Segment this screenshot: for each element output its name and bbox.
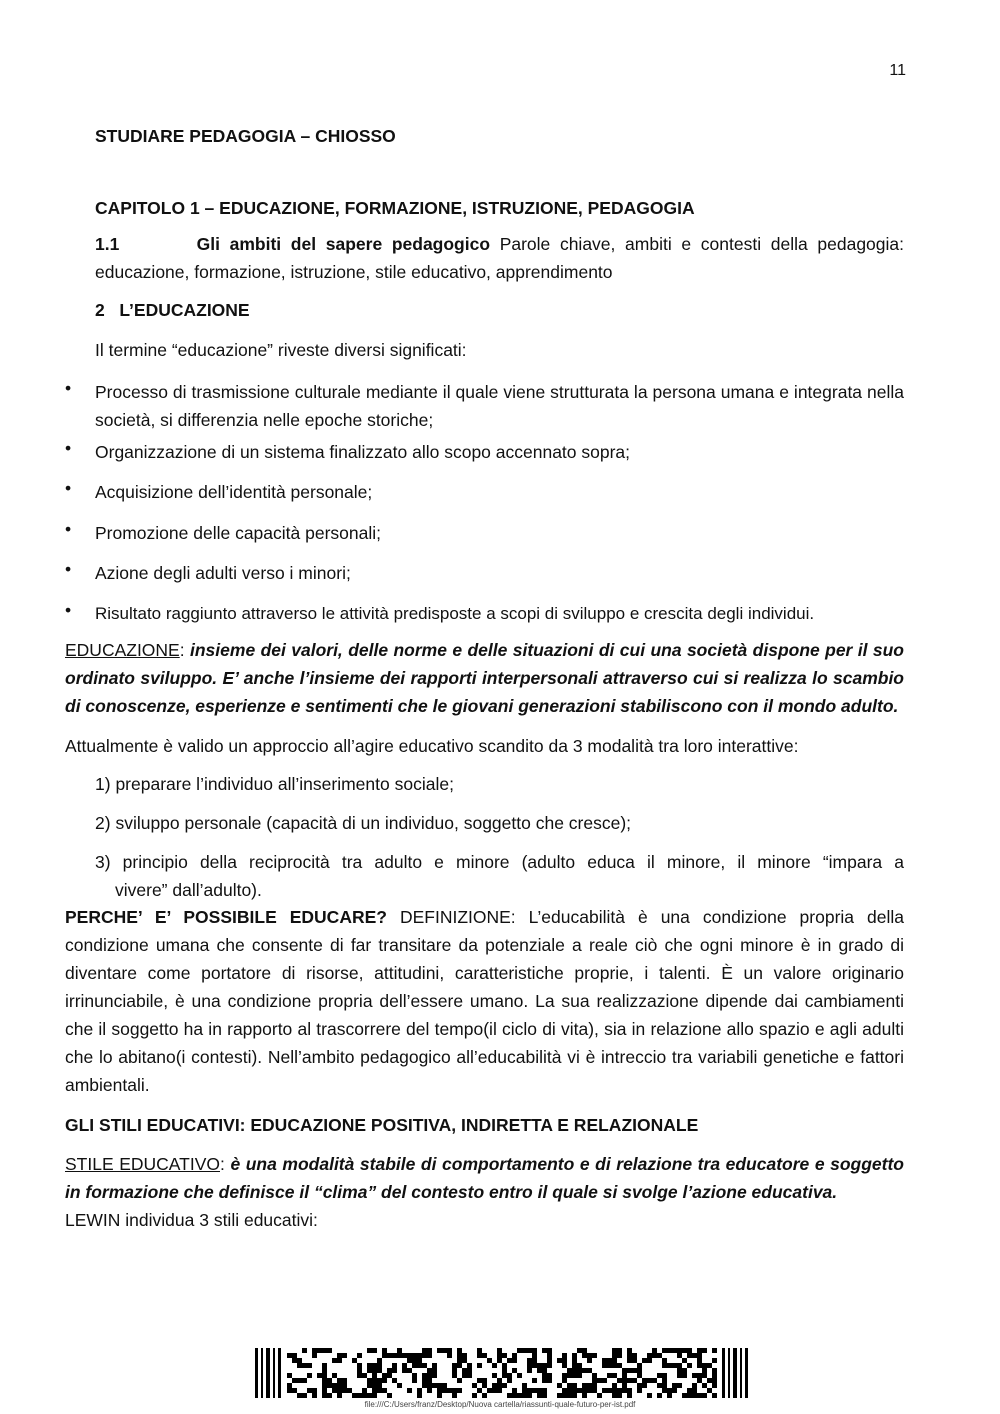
definition-stile: [65, 1150, 904, 1206]
definition-text: è una modalità stabile di comportamento e di relazione tra educatore e soggetto in formazione che definisce il “clima” del contesto entro il quale si svolge l’azione educativa.: [65, 1154, 904, 1202]
bullet: •: [65, 559, 72, 579]
page-number: 11: [889, 62, 906, 79]
definition-separator: :: [179, 640, 190, 660]
barcode-image: [255, 1348, 750, 1398]
item-number: 3): [95, 852, 123, 872]
footer-file-path: file:///C:/Users/franz/Desktop/Nuova cartella/riassunti-quale-futuro-per-ist.pdf: [364, 1400, 636, 1409]
educability-text: DEFINIZIONE: L’educabilità è una condizione propria della condizione umana che consente di far transitare da potenziale a reale ciò che ogni minore è in grado di diventare come portatore di risorse, attitudini, caratteristiche proprie, i talenti. È un valore originario irrinunciabile, è una condizione propria dell’essere umano. La sua realizzazione dipende dai cambiamenti che il soggetto ha in rapporto al trascorrere del tempo(il ciclo di vita), sia in relazione allo spazio e agli adulti che lo abitano(i contesti). Nell’ambito pedagogico all’educabilità vi è intreccio tra variabili genetiche e fattori ambientali.: [65, 907, 904, 1095]
item-text: principio della reciprocità tra adulto e minore (adulto educa il minore, il minore “impara a: [122, 852, 904, 872]
list-item: [95, 809, 904, 837]
section-1-1: [95, 230, 904, 286]
item-number: 1): [95, 774, 116, 794]
list-item: Acquisizione dell’identità personale;: [95, 482, 373, 502]
item-text: sviluppo personale (capacità di un individuo, soggetto che cresce);: [115, 813, 632, 833]
approach-intro: Attualmente è valido un approccio all’agire educativo scandito da 3 modalità tra loro interattive:: [65, 736, 799, 756]
list-item: [95, 848, 904, 904]
definition-text: insieme dei valori, delle norme e delle situazioni di cui una società dispone per il suo ordinato sviluppo. E’ anche l’insieme dei rapporti interpersonali attraverso cui si realizza lo scambio di conoscenze, esperienze e sentimenti che le giovani generazioni stabiliscono con il mondo adulto.: [65, 640, 904, 716]
list-item: Risultato raggiunto attraverso le attività predisposte a scopi di sviluppo e crescita degli individui.: [95, 604, 815, 623]
item-text-continued: vivere” dall’adulto).: [115, 880, 262, 900]
list-item: Promozione delle capacità personali;: [95, 523, 381, 543]
list-item: Processo di trasmissione culturale mediante il quale viene strutturata la persona umana e integrata nella società, si differenzia nelle epoche storiche;: [95, 382, 904, 430]
section-number: 1.1: [95, 234, 120, 254]
definition-term: STILE EDUCATIVO: [65, 1154, 220, 1174]
definition-separator: :: [220, 1154, 231, 1174]
section-2-intro: Il termine “educazione” riveste diversi significati:: [95, 340, 467, 360]
bullet: •: [65, 478, 72, 498]
bullet: •: [65, 519, 72, 539]
book-title: STUDIARE PEDAGOGIA – CHIOSSO: [95, 126, 396, 146]
list-item: Azione degli adulti verso i minori;: [95, 563, 351, 583]
section-2-heading: 2 L’EDUCAZIONE: [95, 300, 250, 320]
educability-paragraph: [65, 903, 904, 1099]
section-title: Gli ambiti del sapere pedagogico: [196, 234, 491, 254]
bullet: •: [65, 438, 72, 458]
bullet: •: [65, 600, 72, 620]
list-item: Organizzazione di un sistema finalizzato allo scopo accennato sopra;: [95, 442, 631, 462]
list-item: [95, 770, 904, 798]
styles-heading: GLI STILI EDUCATIVI: EDUCAZIONE POSITIVA, INDIRETTA E RELAZIONALE: [65, 1115, 699, 1135]
bullet: •: [65, 378, 72, 398]
section-text: Parole chiave, ambiti e contesti della pedagogia: educazione, formazione, istruzione, stile educativo, apprendimento: [95, 234, 904, 282]
item-text: preparare l’individuo all’inserimento sociale;: [115, 774, 454, 794]
educability-question: PERCHE’ E’ POSSIBILE EDUCARE?: [65, 907, 387, 927]
chapter-title: CAPITOLO 1 – EDUCAZIONE, FORMAZIONE, ISTRUZIONE, PEDAGOGIA: [95, 198, 695, 218]
definition-educazione: [65, 636, 904, 720]
lewin-text: LEWIN individua 3 stili educativi:: [65, 1210, 318, 1230]
definition-term: EDUCAZIONE: [65, 640, 180, 660]
item-number: 2): [95, 813, 116, 833]
